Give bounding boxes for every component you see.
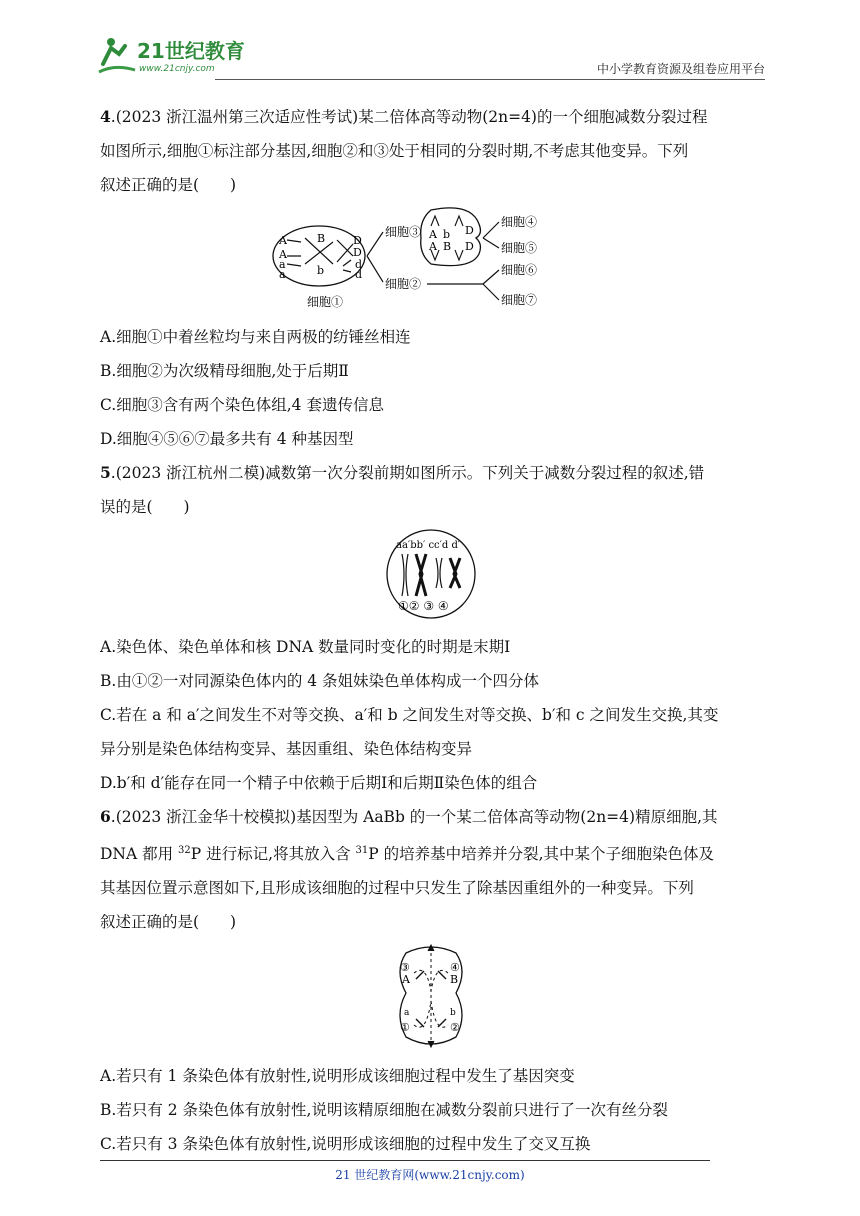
svg-text:细胞⑤: 细胞⑤: [501, 241, 538, 255]
svg-text:aa′bb′ cc′d d′: aa′bb′ cc′d d′: [396, 540, 461, 551]
svg-text:细胞⑦: 细胞⑦: [501, 293, 538, 307]
q6-stem-line3: 其基因位置示意图如下,且形成该细胞的过程中只发生了除基因重组外的一种变异。下列: [100, 879, 694, 898]
svg-text:D: D: [465, 240, 474, 253]
q6-option-c: C.若只有 3 条染色体有放射性,说明形成该细胞的过程中发生了交叉互换: [100, 1135, 591, 1154]
q4-stem-line3: 叙述正确的是( ): [100, 176, 237, 194]
header-divider: [215, 79, 765, 80]
q5-figure: [100, 526, 762, 626]
q4-option-a: A.细胞①中着丝粒均与来自两极的纺锤丝相连: [100, 328, 411, 346]
q6-figure: [100, 941, 762, 1055]
q5-option-a: A.染色体、染色单体和核 DNA 数量同时变化的时期是末期Ⅰ: [100, 638, 511, 656]
svg-text:a: a: [404, 1008, 410, 1019]
site-logo: [95, 34, 265, 76]
svg-text:①② ③ ④: ①② ③ ④: [398, 599, 449, 613]
svg-text:b: b: [443, 228, 451, 241]
svg-text:细胞②: 细胞②: [385, 277, 422, 291]
svg-text:a: a: [279, 258, 286, 271]
q4-option-d: D.细胞④⑤⑥⑦最多共有 4 种基因型: [100, 430, 354, 448]
platform-name: 中小学教育资源及组卷应用平台: [596, 62, 765, 76]
q5-option-c: C.若在 a 和 a′之间发生不对等交换、a′和 b 之间发生对等交换、b′和 c 之间发生交换,其变: [100, 706, 719, 724]
q6-option-b: B.若只有 2 条染色体有放射性,说明该精原细胞在减数分裂前只进行了一次有丝分裂: [100, 1101, 668, 1120]
svg-text:A: A: [429, 240, 437, 253]
svg-text:d: d: [355, 258, 363, 271]
svg-text:D: D: [353, 234, 362, 247]
svg-text:④: ④: [450, 961, 460, 975]
svg-text:D: D: [465, 224, 474, 237]
svg-text:d: d: [355, 268, 363, 281]
q4-option-c: C.细胞③含有两个染色体组,4 套遗传信息: [100, 396, 384, 414]
svg-text:b: b: [317, 264, 325, 277]
svg-text:D: D: [353, 246, 362, 259]
svg-text:细胞⑥: 细胞⑥: [501, 263, 538, 277]
svg-text:③: ③: [400, 961, 410, 975]
svg-text:B: B: [450, 973, 459, 987]
q6-stem-line4: 叙述正确的是( ): [100, 913, 237, 932]
page-header: [95, 30, 765, 80]
footer-divider: [100, 1160, 710, 1161]
q5-option-d: D.b′和 d′能存在同一个精子中依赖于后期Ⅰ和后期Ⅱ染色体的组合: [100, 774, 538, 792]
page-content: [100, 100, 762, 1161]
footer-link[interactable]: 21 世纪教育网(www.21cnjy.com): [335, 1168, 525, 1182]
svg-text:①: ①: [400, 1021, 410, 1035]
q4-option-b: B.细胞②为次级精母细胞,处于后期Ⅱ: [100, 362, 349, 380]
q6-stem-line2: DNA 都用 $^{32}$P 进行标记,将其放入含 $^{31}$P 的培养基中培养并分裂,其中某个子细胞染色体及: [100, 845, 715, 864]
svg-text:A: A: [279, 234, 287, 247]
svg-text:B: B: [317, 232, 326, 245]
svg-text:A: A: [279, 248, 287, 261]
svg-text:b: b: [450, 1008, 456, 1019]
q5-stem: 5.(2023 浙江杭州二模)减数第一次分裂前期如图所示。下列关于减数分裂过程的叙述,错: [100, 463, 705, 482]
q5-stem-line2: 误的是( ): [100, 498, 190, 516]
svg-text:细胞④: 细胞④: [501, 215, 538, 229]
q6-option-a: A.若只有 1 条染色体有放射性,说明形成该细胞过程中发生了基因突变: [100, 1067, 575, 1086]
svg-text:细胞③: 细胞③: [385, 225, 422, 239]
q4-stem-line2: 如图所示,细胞①标注部分基因,细胞②和③处于相同的分裂时期,不考虑其他变异。下列: [100, 142, 689, 160]
svg-text:细胞①: 细胞①: [307, 295, 344, 309]
q4-stem: 4.(2023 浙江温州第三次适应性考试)某二倍体高等动物(2n=4)的一个细胞减数分裂过程: [100, 107, 708, 126]
svg-text:A: A: [429, 228, 437, 241]
q5-option-c-line2: 异分别是染色体结构变异、基因重组、染色体结构变异: [100, 740, 473, 758]
q6-stem: 6.(2023 浙江金华十校模拟)基因型为 AaBb 的一个某二倍体高等动物(2n=4)精原细胞,其: [100, 807, 718, 826]
svg-text:②: ②: [450, 1021, 460, 1035]
svg-text:www.21cnjy.com: www.21cnjy.com: [139, 64, 215, 74]
svg-text:B: B: [443, 240, 452, 253]
svg-text:21世纪教育: 21世纪教育: [137, 39, 245, 63]
svg-text:A: A: [402, 973, 410, 987]
q5-option-b: B.由①②一对同源染色体内的 4 条姐妹染色单体构成一个四分体: [100, 672, 540, 690]
q4-figure: [100, 204, 762, 316]
svg-text:a: a: [279, 268, 286, 281]
